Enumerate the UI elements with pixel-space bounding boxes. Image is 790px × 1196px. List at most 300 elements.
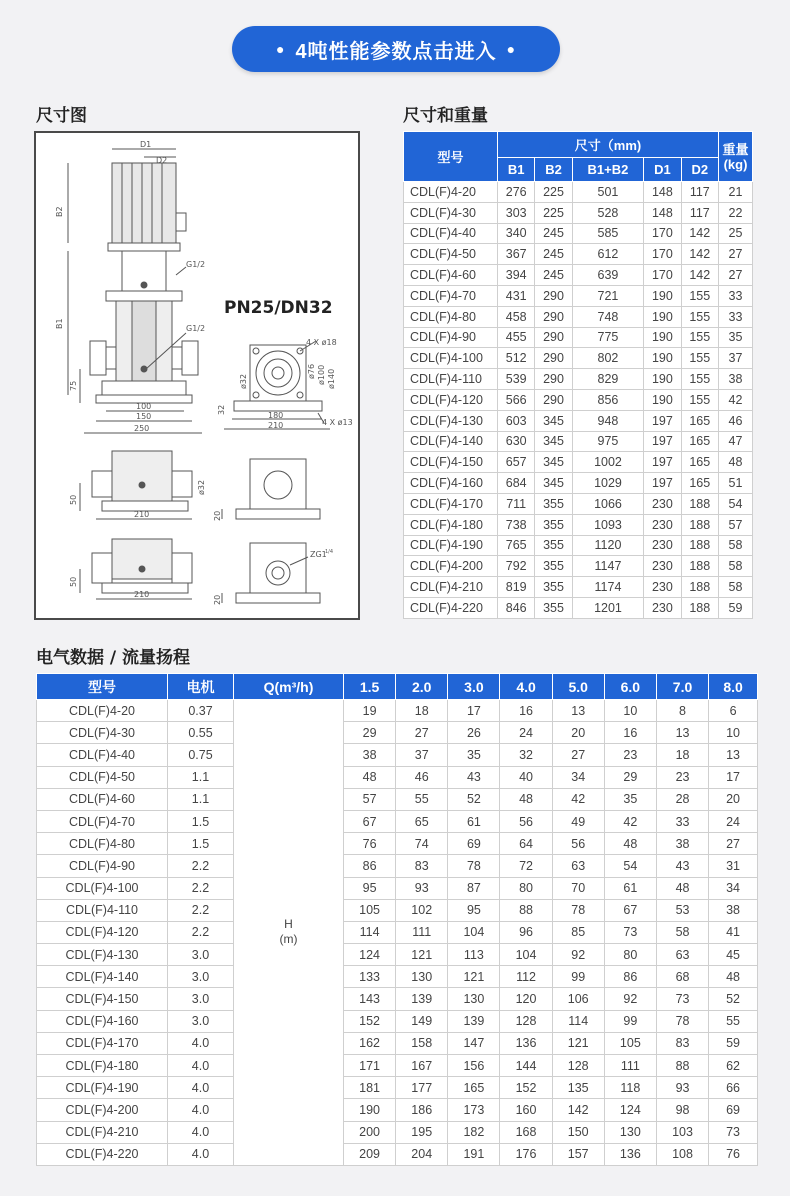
value-cell: 148 bbox=[644, 182, 681, 203]
dimension-weight-table bbox=[403, 131, 753, 619]
value-cell: 455 bbox=[498, 327, 535, 348]
model-cell: CDL(F)4-140 bbox=[37, 966, 168, 988]
head-value-cell: 124 bbox=[604, 1099, 656, 1121]
value-cell: 290 bbox=[535, 306, 572, 327]
head-value-cell: 53 bbox=[656, 899, 708, 921]
head-value-cell: 165 bbox=[448, 1077, 500, 1099]
head-value-cell: 80 bbox=[500, 877, 552, 899]
model-cell: CDL(F)4-170 bbox=[404, 493, 498, 514]
head-value-cell: 67 bbox=[344, 810, 396, 832]
value-cell: 22 bbox=[719, 202, 753, 223]
model-cell: CDL(F)4-70 bbox=[404, 285, 498, 306]
header-d1: D1 bbox=[644, 158, 681, 182]
model-cell: CDL(F)4-90 bbox=[37, 855, 168, 877]
head-value-cell: 27 bbox=[709, 833, 758, 855]
head-value-cell: 20 bbox=[709, 788, 758, 810]
head-value-cell: 133 bbox=[344, 966, 396, 988]
value-cell: 46 bbox=[719, 410, 753, 431]
table-row bbox=[404, 182, 753, 203]
model-cell: CDL(F)4-200 bbox=[404, 556, 498, 577]
head-value-cell: 28 bbox=[656, 788, 708, 810]
value-cell: 188 bbox=[681, 493, 718, 514]
head-value-cell: 113 bbox=[448, 944, 500, 966]
head-value-cell: 130 bbox=[604, 1121, 656, 1143]
value-cell: 1093 bbox=[572, 514, 644, 535]
value-cell: 394 bbox=[498, 265, 535, 286]
value-cell: 948 bbox=[572, 410, 644, 431]
head-value-cell: 93 bbox=[396, 877, 448, 899]
value-cell: 355 bbox=[535, 577, 572, 598]
head-value-cell: 61 bbox=[604, 877, 656, 899]
value-cell: 245 bbox=[535, 265, 572, 286]
head-value-cell: 105 bbox=[604, 1032, 656, 1054]
table-row bbox=[404, 327, 753, 348]
head-value-cell: 104 bbox=[448, 921, 500, 943]
motor-cell: 4.0 bbox=[168, 1099, 234, 1121]
head-value-cell: 157 bbox=[552, 1143, 604, 1165]
label-h20-bottom: 20 bbox=[213, 594, 222, 605]
table-row bbox=[404, 493, 753, 514]
value-cell: 1147 bbox=[572, 556, 644, 577]
head-value-cell: 168 bbox=[500, 1121, 552, 1143]
table-row bbox=[37, 944, 758, 966]
table-row bbox=[404, 410, 753, 431]
value-cell: 225 bbox=[535, 202, 572, 223]
head-value-cell: 48 bbox=[604, 833, 656, 855]
table-row bbox=[37, 966, 758, 988]
value-cell: 148 bbox=[644, 202, 681, 223]
label-h32: 32 bbox=[217, 404, 226, 415]
model-cell: CDL(F)4-100 bbox=[37, 877, 168, 899]
label-zg-fraction: 1/4 bbox=[325, 549, 334, 555]
head-value-cell: 99 bbox=[552, 966, 604, 988]
motor-cell: 0.75 bbox=[168, 744, 234, 766]
value-cell: 340 bbox=[498, 223, 535, 244]
head-value-cell: 61 bbox=[448, 810, 500, 832]
head-value-cell: 17 bbox=[448, 700, 500, 722]
head-value-cell: 85 bbox=[552, 921, 604, 943]
model-cell: CDL(F)4-80 bbox=[404, 306, 498, 327]
value-cell: 738 bbox=[498, 514, 535, 535]
table-row bbox=[37, 921, 758, 943]
head-value-cell: 42 bbox=[552, 788, 604, 810]
head-value-cell: 83 bbox=[656, 1032, 708, 1054]
value-cell: 639 bbox=[572, 265, 644, 286]
head-value-cell: 144 bbox=[500, 1055, 552, 1077]
value-cell: 190 bbox=[644, 348, 681, 369]
head-value-cell: 120 bbox=[500, 988, 552, 1010]
value-cell: 225 bbox=[535, 182, 572, 203]
table-row bbox=[37, 833, 758, 855]
head-value-cell: 41 bbox=[709, 921, 758, 943]
label-d32: ø32 bbox=[239, 373, 248, 389]
model-cell: CDL(F)4-30 bbox=[404, 202, 498, 223]
head-value-cell: 10 bbox=[709, 722, 758, 744]
head-value-cell: 76 bbox=[709, 1143, 758, 1165]
header-model: 型号 bbox=[404, 132, 498, 182]
head-value-cell: 76 bbox=[344, 833, 396, 855]
model-cell: CDL(F)4-180 bbox=[37, 1055, 168, 1077]
model-cell: CDL(F)4-210 bbox=[37, 1121, 168, 1143]
value-cell: 170 bbox=[644, 223, 681, 244]
value-cell: 27 bbox=[719, 265, 753, 286]
dimension-table-title: 尺寸和重量 bbox=[403, 106, 488, 126]
head-value-cell: 46 bbox=[396, 766, 448, 788]
motor-cell: 4.0 bbox=[168, 1055, 234, 1077]
value-cell: 630 bbox=[498, 431, 535, 452]
model-cell: CDL(F)4-40 bbox=[37, 744, 168, 766]
head-value-cell: 56 bbox=[500, 810, 552, 832]
value-cell: 230 bbox=[644, 556, 681, 577]
model-cell: CDL(F)4-110 bbox=[404, 369, 498, 390]
model-cell: CDL(F)4-110 bbox=[37, 899, 168, 921]
table-row bbox=[404, 369, 753, 390]
head-value-cell: 176 bbox=[500, 1143, 552, 1165]
head-value-cell: 38 bbox=[709, 899, 758, 921]
table-row bbox=[404, 244, 753, 265]
head-value-cell: 18 bbox=[656, 744, 708, 766]
model-cell: CDL(F)4-90 bbox=[404, 327, 498, 348]
table-row bbox=[404, 597, 753, 618]
value-cell: 721 bbox=[572, 285, 644, 306]
value-cell: 355 bbox=[535, 556, 572, 577]
header-b2: B2 bbox=[535, 158, 572, 182]
value-cell: 431 bbox=[498, 285, 535, 306]
value-cell: 117 bbox=[681, 182, 718, 203]
head-value-cell: 147 bbox=[448, 1032, 500, 1054]
head-value-cell: 18 bbox=[396, 700, 448, 722]
value-cell: 1002 bbox=[572, 452, 644, 473]
label-g12-side: G1/2 bbox=[186, 324, 206, 333]
head-value-cell: 128 bbox=[552, 1055, 604, 1077]
value-cell: 290 bbox=[535, 285, 572, 306]
motor-cell: 4.0 bbox=[168, 1077, 234, 1099]
motor-cell: 3.0 bbox=[168, 966, 234, 988]
value-cell: 765 bbox=[498, 535, 535, 556]
value-cell: 58 bbox=[719, 556, 753, 577]
value-cell: 792 bbox=[498, 556, 535, 577]
value-cell: 165 bbox=[681, 473, 718, 494]
value-cell: 528 bbox=[572, 202, 644, 223]
label-w250: 250 bbox=[134, 424, 150, 433]
value-cell: 230 bbox=[644, 577, 681, 598]
head-value-cell: 156 bbox=[448, 1055, 500, 1077]
head-value-cell: 162 bbox=[344, 1032, 396, 1054]
value-cell: 188 bbox=[681, 577, 718, 598]
head-unit-label: (m) bbox=[279, 932, 298, 947]
head-value-cell: 35 bbox=[604, 788, 656, 810]
head-value-cell: 152 bbox=[344, 1010, 396, 1032]
head-value-cell: 80 bbox=[604, 944, 656, 966]
value-cell: 684 bbox=[498, 473, 535, 494]
model-cell: CDL(F)4-200 bbox=[37, 1099, 168, 1121]
label-w100: 100 bbox=[136, 402, 152, 411]
bullet-icon: ● bbox=[506, 41, 517, 57]
head-value-cell: 195 bbox=[396, 1121, 448, 1143]
head-value-cell: 8 bbox=[656, 700, 708, 722]
value-cell: 142 bbox=[681, 223, 718, 244]
header-q-value: 5.0 bbox=[552, 674, 604, 700]
head-value-cell: 26 bbox=[448, 722, 500, 744]
motor-cell: 3.0 bbox=[168, 988, 234, 1010]
value-cell: 290 bbox=[535, 348, 572, 369]
value-cell: 155 bbox=[681, 389, 718, 410]
head-value-cell: 62 bbox=[709, 1055, 758, 1077]
head-value-cell: 24 bbox=[709, 810, 758, 832]
head-value-cell: 32 bbox=[500, 744, 552, 766]
header-q-value: 1.5 bbox=[344, 674, 396, 700]
value-cell: 1120 bbox=[572, 535, 644, 556]
head-value-cell: 38 bbox=[656, 833, 708, 855]
header-dimension: 尺寸（mm) bbox=[498, 132, 719, 158]
value-cell: 345 bbox=[535, 473, 572, 494]
value-cell: 59 bbox=[719, 597, 753, 618]
head-value-cell: 52 bbox=[709, 988, 758, 1010]
head-value-cell: 65 bbox=[396, 810, 448, 832]
value-cell: 190 bbox=[644, 285, 681, 306]
table-row bbox=[404, 223, 753, 244]
head-value-cell: 74 bbox=[396, 833, 448, 855]
head-value-cell: 49 bbox=[552, 810, 604, 832]
head-value-cell: 34 bbox=[709, 877, 758, 899]
value-cell: 190 bbox=[644, 327, 681, 348]
head-value-cell: 114 bbox=[344, 921, 396, 943]
header-q-value: 2.0 bbox=[396, 674, 448, 700]
value-cell: 603 bbox=[498, 410, 535, 431]
value-cell: 290 bbox=[535, 327, 572, 348]
value-cell: 47 bbox=[719, 431, 753, 452]
header-model: 型号 bbox=[37, 674, 168, 700]
head-value-cell: 86 bbox=[344, 855, 396, 877]
head-value-cell: 135 bbox=[552, 1077, 604, 1099]
model-cell: CDL(F)4-50 bbox=[404, 244, 498, 265]
head-value-cell: 33 bbox=[656, 810, 708, 832]
header-motor: 电机 bbox=[168, 674, 234, 700]
motor-cell: 1.1 bbox=[168, 766, 234, 788]
head-value-cell: 55 bbox=[396, 788, 448, 810]
value-cell: 585 bbox=[572, 223, 644, 244]
head-value-cell: 152 bbox=[500, 1077, 552, 1099]
value-cell: 1201 bbox=[572, 597, 644, 618]
motor-cell: 0.55 bbox=[168, 722, 234, 744]
value-cell: 1066 bbox=[572, 493, 644, 514]
head-value-cell: 58 bbox=[656, 921, 708, 943]
label-w210-bottom: 210 bbox=[134, 590, 150, 599]
head-value-cell: 78 bbox=[448, 855, 500, 877]
head-value-cell: 43 bbox=[448, 766, 500, 788]
label-d100: ø100 bbox=[317, 364, 326, 385]
head-value-cell: 23 bbox=[656, 766, 708, 788]
model-cell: CDL(F)4-220 bbox=[37, 1143, 168, 1165]
head-value-cell: 142 bbox=[552, 1099, 604, 1121]
head-value-cell: 48 bbox=[344, 766, 396, 788]
model-cell: CDL(F)4-120 bbox=[404, 389, 498, 410]
header-b1: B1 bbox=[498, 158, 535, 182]
label-h75: 75 bbox=[69, 380, 78, 391]
head-value-cell: 158 bbox=[396, 1032, 448, 1054]
table-row bbox=[37, 744, 758, 766]
value-cell: 775 bbox=[572, 327, 644, 348]
value-cell: 188 bbox=[681, 556, 718, 577]
table-row bbox=[37, 877, 758, 899]
value-cell: 25 bbox=[719, 223, 753, 244]
table-row bbox=[404, 452, 753, 473]
head-value-cell: 102 bbox=[396, 899, 448, 921]
value-cell: 42 bbox=[719, 389, 753, 410]
value-cell: 197 bbox=[644, 410, 681, 431]
value-cell: 245 bbox=[535, 223, 572, 244]
value-cell: 142 bbox=[681, 244, 718, 265]
head-value-cell: 191 bbox=[448, 1143, 500, 1165]
motor-cell: 4.0 bbox=[168, 1121, 234, 1143]
head-value-cell: 149 bbox=[396, 1010, 448, 1032]
head-value-cell: 130 bbox=[396, 966, 448, 988]
value-cell: 170 bbox=[644, 265, 681, 286]
header-q-value: 7.0 bbox=[656, 674, 708, 700]
table-row bbox=[404, 389, 753, 410]
head-value-cell: 54 bbox=[604, 855, 656, 877]
head-value-cell: 181 bbox=[344, 1077, 396, 1099]
head-value-cell: 124 bbox=[344, 944, 396, 966]
motor-cell: 3.0 bbox=[168, 1010, 234, 1032]
value-cell: 27 bbox=[719, 244, 753, 265]
head-value-cell: 57 bbox=[344, 788, 396, 810]
value-cell: 155 bbox=[681, 327, 718, 348]
value-cell: 155 bbox=[681, 306, 718, 327]
head-value-cell: 78 bbox=[552, 899, 604, 921]
head-value-cell: 104 bbox=[500, 944, 552, 966]
head-value-cell: 95 bbox=[344, 877, 396, 899]
value-cell: 612 bbox=[572, 244, 644, 265]
bullet-icon: ● bbox=[275, 41, 286, 57]
head-value-cell: 209 bbox=[344, 1143, 396, 1165]
head-value-cell: 167 bbox=[396, 1055, 448, 1077]
pump-drawing-svg bbox=[36, 133, 358, 618]
performance-link-button[interactable] bbox=[232, 26, 560, 72]
label-d2: D2 bbox=[156, 156, 168, 165]
model-cell: CDL(F)4-40 bbox=[404, 223, 498, 244]
table-row bbox=[404, 431, 753, 452]
model-cell: CDL(F)4-150 bbox=[404, 452, 498, 473]
value-cell: 117 bbox=[681, 202, 718, 223]
head-value-cell: 29 bbox=[604, 766, 656, 788]
table-row bbox=[37, 1121, 758, 1143]
head-value-cell: 136 bbox=[500, 1032, 552, 1054]
value-cell: 276 bbox=[498, 182, 535, 203]
head-value-cell: 13 bbox=[709, 744, 758, 766]
banner-title: 4吨性能参数点击进入 bbox=[295, 40, 497, 63]
head-value-cell: 45 bbox=[709, 944, 758, 966]
head-value-cell: 13 bbox=[656, 722, 708, 744]
head-value-cell: 106 bbox=[552, 988, 604, 1010]
head-value-cell: 143 bbox=[344, 988, 396, 1010]
value-cell: 1029 bbox=[572, 473, 644, 494]
head-value-cell: 17 bbox=[709, 766, 758, 788]
motor-cell: 1.5 bbox=[168, 833, 234, 855]
head-value-cell: 86 bbox=[604, 966, 656, 988]
label-b2: B2 bbox=[55, 206, 64, 217]
model-cell: CDL(F)4-150 bbox=[37, 988, 168, 1010]
head-value-cell: 105 bbox=[344, 899, 396, 921]
value-cell: 355 bbox=[535, 535, 572, 556]
head-value-cell: 177 bbox=[396, 1077, 448, 1099]
motor-cell: 4.0 bbox=[168, 1032, 234, 1054]
value-cell: 190 bbox=[644, 306, 681, 327]
head-value-cell: 112 bbox=[500, 966, 552, 988]
model-cell: CDL(F)4-160 bbox=[37, 1010, 168, 1032]
value-cell: 37 bbox=[719, 348, 753, 369]
head-value-cell: 10 bbox=[604, 700, 656, 722]
head-value-cell: 70 bbox=[552, 877, 604, 899]
motor-cell: 3.0 bbox=[168, 944, 234, 966]
value-cell: 303 bbox=[498, 202, 535, 223]
table-row bbox=[37, 855, 758, 877]
table-row bbox=[37, 1032, 758, 1054]
head-value-cell: 72 bbox=[500, 855, 552, 877]
value-cell: 38 bbox=[719, 369, 753, 390]
value-cell: 142 bbox=[681, 265, 718, 286]
head-value-cell: 59 bbox=[709, 1032, 758, 1054]
value-cell: 355 bbox=[535, 493, 572, 514]
table-row bbox=[37, 1077, 758, 1099]
value-cell: 58 bbox=[719, 577, 753, 598]
value-cell: 165 bbox=[681, 431, 718, 452]
table-row bbox=[37, 1055, 758, 1077]
header-q-value: 8.0 bbox=[709, 674, 758, 700]
motor-cell: 2.2 bbox=[168, 899, 234, 921]
value-cell: 57 bbox=[719, 514, 753, 535]
label-holes-13: 4 X ø13 bbox=[322, 418, 353, 427]
model-cell: CDL(F)4-20 bbox=[404, 182, 498, 203]
value-cell: 33 bbox=[719, 306, 753, 327]
value-cell: 566 bbox=[498, 389, 535, 410]
value-cell: 846 bbox=[498, 597, 535, 618]
head-value-cell: 83 bbox=[396, 855, 448, 877]
head-value-cell: 20 bbox=[552, 722, 604, 744]
head-value-cell: 19 bbox=[344, 700, 396, 722]
model-cell: CDL(F)4-190 bbox=[404, 535, 498, 556]
value-cell: 748 bbox=[572, 306, 644, 327]
head-value-cell: 63 bbox=[656, 944, 708, 966]
head-value-cell: 27 bbox=[396, 722, 448, 744]
model-cell: CDL(F)4-120 bbox=[37, 921, 168, 943]
model-cell: CDL(F)4-140 bbox=[404, 431, 498, 452]
table-row bbox=[404, 577, 753, 598]
head-value-cell: 68 bbox=[656, 966, 708, 988]
table-row bbox=[37, 988, 758, 1010]
head-value-cell: 87 bbox=[448, 877, 500, 899]
table-row bbox=[404, 556, 753, 577]
head-value-cell: 186 bbox=[396, 1099, 448, 1121]
head-value-cell: 34 bbox=[552, 766, 604, 788]
value-cell: 657 bbox=[498, 452, 535, 473]
value-cell: 190 bbox=[644, 389, 681, 410]
label-g12-top: G1/2 bbox=[186, 260, 206, 269]
value-cell: 290 bbox=[535, 369, 572, 390]
head-value-cell: 73 bbox=[604, 921, 656, 943]
value-cell: 54 bbox=[719, 493, 753, 514]
head-value-cell: 24 bbox=[500, 722, 552, 744]
label-h20-mid: 20 bbox=[213, 510, 222, 521]
value-cell: 802 bbox=[572, 348, 644, 369]
value-cell: 539 bbox=[498, 369, 535, 390]
model-cell: CDL(F)4-80 bbox=[37, 833, 168, 855]
header-q: Q(m³/h) bbox=[234, 674, 344, 700]
value-cell: 35 bbox=[719, 327, 753, 348]
model-cell: CDL(F)4-100 bbox=[404, 348, 498, 369]
table-row bbox=[404, 306, 753, 327]
value-cell: 170 bbox=[644, 244, 681, 265]
